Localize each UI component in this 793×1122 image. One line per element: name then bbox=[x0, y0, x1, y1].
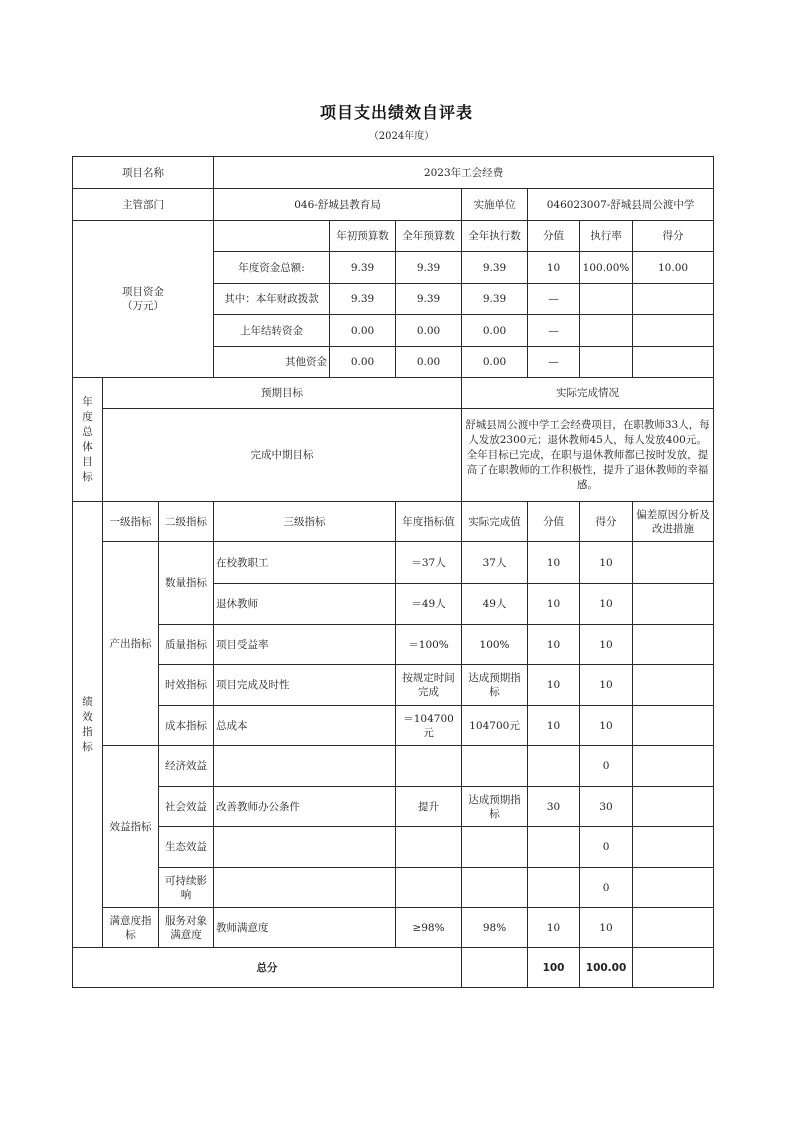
funds-annual: 0.00 bbox=[396, 347, 462, 378]
expected-goal-header: 预期目标 bbox=[103, 378, 462, 409]
indicator-row bbox=[73, 542, 714, 584]
implementing-unit-value: 046023007-舒城县周公渡中学 bbox=[528, 189, 714, 221]
indicator-score: 10 bbox=[580, 665, 633, 706]
funds-initial: 0.00 bbox=[330, 315, 396, 347]
funds-row-label: 上年结转资金 bbox=[214, 315, 330, 347]
funds-executed: 0.00 bbox=[462, 347, 528, 378]
funds-header-score-value: 分值 bbox=[528, 221, 580, 252]
funds-score-value: 10 bbox=[528, 252, 580, 284]
label-char: 年 bbox=[82, 395, 93, 408]
indicator-level2: 质量指标 bbox=[159, 625, 214, 665]
indicator-target: 按规定时间完成 bbox=[396, 665, 462, 706]
indicator-deviation bbox=[633, 827, 714, 868]
indicator-score: 0 bbox=[580, 868, 633, 908]
funds-row-label: 其他资金 bbox=[214, 347, 330, 378]
total-label: 总分 bbox=[73, 948, 462, 988]
indicator-level2: 时效指标 bbox=[159, 665, 214, 706]
funds-row-label: 其中：本年财政拨款 bbox=[214, 284, 330, 315]
indicator-level2: 生态效益 bbox=[159, 827, 214, 868]
indicator-score-value bbox=[528, 868, 580, 908]
total-score-value: 100 bbox=[528, 948, 580, 988]
indicator-score-value: 10 bbox=[528, 625, 580, 665]
funds-initial: 9.39 bbox=[330, 252, 396, 284]
funds-score bbox=[633, 315, 714, 347]
indicator-score-value: 10 bbox=[528, 665, 580, 706]
department-label: 主管部门 bbox=[73, 189, 214, 221]
indicator-score-value bbox=[528, 827, 580, 868]
funds-label-line1: 项目资金 bbox=[122, 286, 165, 298]
funds-executed: 0.00 bbox=[462, 315, 528, 347]
goals-content-row bbox=[73, 409, 714, 502]
indicator-actual: 达成预期指标 bbox=[462, 787, 528, 827]
indicator-level3 bbox=[214, 868, 396, 908]
indicator-target bbox=[396, 827, 462, 868]
implementing-unit-label: 实施单位 bbox=[462, 189, 528, 221]
indicators-header-row bbox=[73, 502, 714, 542]
funds-executed: 9.39 bbox=[462, 252, 528, 284]
funds-header-score: 得分 bbox=[633, 221, 714, 252]
output-indicator-label: 产出指标 bbox=[103, 542, 159, 746]
funds-executed: 9.39 bbox=[462, 284, 528, 315]
indicator-row bbox=[73, 746, 714, 787]
funds-header-row bbox=[73, 221, 714, 252]
indicator-deviation bbox=[633, 787, 714, 827]
header-score: 得分 bbox=[580, 502, 633, 542]
indicator-deviation bbox=[633, 625, 714, 665]
funds-annual: 9.39 bbox=[396, 284, 462, 315]
indicator-score: 10 bbox=[580, 908, 633, 948]
label-char: 目 bbox=[82, 455, 93, 468]
funds-row-label: 年度资金总额: bbox=[214, 252, 330, 284]
indicator-level3 bbox=[214, 827, 396, 868]
header-score-value: 分值 bbox=[528, 502, 580, 542]
benefit-indicator-label: 效益指标 bbox=[103, 746, 159, 908]
funds-header-blank bbox=[214, 221, 330, 252]
funds-rate bbox=[580, 347, 633, 378]
department-value: 046-舒城县教育局 bbox=[214, 189, 462, 221]
indicator-deviation bbox=[633, 665, 714, 706]
indicator-actual: 37人 bbox=[462, 542, 528, 584]
indicator-row bbox=[73, 625, 714, 665]
funds-score: 10.00 bbox=[633, 252, 714, 284]
header-level1: 一级指标 bbox=[103, 502, 159, 542]
project-name-value: 2023年工会经费 bbox=[214, 157, 714, 189]
indicator-score-value: 10 bbox=[528, 542, 580, 584]
indicator-actual: 98% bbox=[462, 908, 528, 948]
indicator-level3: 退休教师 bbox=[214, 584, 396, 625]
indicator-target: 提升 bbox=[396, 787, 462, 827]
label-char: 效 bbox=[82, 710, 93, 723]
performance-self-evaluation-table bbox=[72, 156, 714, 988]
total-blank bbox=[462, 948, 528, 988]
indicator-level3: 改善教师办公条件 bbox=[214, 787, 396, 827]
indicator-deviation bbox=[633, 908, 714, 948]
indicator-level2: 可持续影响 bbox=[159, 868, 214, 908]
indicator-row bbox=[73, 827, 714, 868]
header-level2: 二级指标 bbox=[159, 502, 214, 542]
funds-score bbox=[633, 284, 714, 315]
satisfaction-indicator-label: 满意度指标 bbox=[103, 908, 159, 948]
funds-score-value: — bbox=[528, 315, 580, 347]
project-name-row bbox=[73, 157, 714, 189]
label-char: 度 bbox=[82, 410, 93, 423]
label-char: 标 bbox=[82, 470, 93, 483]
indicator-score: 10 bbox=[580, 584, 633, 625]
indicator-deviation bbox=[633, 584, 714, 625]
header-deviation: 偏差原因分析及改进措施 bbox=[633, 502, 714, 542]
indicator-actual: 104700元 bbox=[462, 706, 528, 746]
indicator-target bbox=[396, 746, 462, 787]
funds-header-executed: 全年执行数 bbox=[462, 221, 528, 252]
indicator-level3: 在校教职工 bbox=[214, 542, 396, 584]
actual-completion-header: 实际完成情况 bbox=[462, 378, 714, 409]
label-char: 指 bbox=[82, 725, 93, 738]
indicator-level2: 社会效益 bbox=[159, 787, 214, 827]
indicator-level3 bbox=[214, 746, 396, 787]
indicator-deviation bbox=[633, 868, 714, 908]
indicator-score-value: 30 bbox=[528, 787, 580, 827]
header-level3: 三级指标 bbox=[214, 502, 396, 542]
indicator-score: 10 bbox=[580, 706, 633, 746]
indicator-level2: 数量指标 bbox=[159, 542, 214, 625]
indicator-score: 10 bbox=[580, 542, 633, 584]
funds-initial: 0.00 bbox=[330, 347, 396, 378]
funds-rate: 100.00% bbox=[580, 252, 633, 284]
funds-rate bbox=[580, 284, 633, 315]
indicator-actual bbox=[462, 868, 528, 908]
indicator-target bbox=[396, 868, 462, 908]
indicator-deviation bbox=[633, 746, 714, 787]
indicator-level2: 经济效益 bbox=[159, 746, 214, 787]
page-subtitle: （2024年度） bbox=[368, 131, 435, 142]
indicator-deviation bbox=[633, 542, 714, 584]
label-char: 标 bbox=[82, 740, 93, 753]
annual-goals-label bbox=[73, 378, 103, 502]
department-row bbox=[73, 189, 714, 221]
indicator-score-value: 10 bbox=[528, 706, 580, 746]
page-title: 项目支出绩效自评表 bbox=[319, 103, 473, 122]
indicator-level2: 服务对象满意度 bbox=[159, 908, 214, 948]
indicator-row bbox=[73, 908, 714, 948]
total-score: 100.00 bbox=[580, 948, 633, 988]
header-actual-value: 实际完成值 bbox=[462, 502, 528, 542]
indicator-score-value bbox=[528, 746, 580, 787]
indicator-row bbox=[73, 868, 714, 908]
indicator-target: ＝104700元 bbox=[396, 706, 462, 746]
funds-label-line2: （万元） bbox=[122, 300, 165, 312]
indicator-score: 0 bbox=[580, 746, 633, 787]
label-char: 总 bbox=[82, 425, 93, 438]
indicator-score: 0 bbox=[580, 827, 633, 868]
project-name-label: 项目名称 bbox=[73, 157, 214, 189]
indicator-score: 10 bbox=[580, 625, 633, 665]
funds-header-rate: 执行率 bbox=[580, 221, 633, 252]
indicator-level2: 成本指标 bbox=[159, 706, 214, 746]
indicator-row bbox=[73, 665, 714, 706]
indicator-level3: 总成本 bbox=[214, 706, 396, 746]
funds-rate bbox=[580, 315, 633, 347]
indicator-row bbox=[73, 787, 714, 827]
performance-indicators-label bbox=[73, 502, 103, 948]
expected-goal-value: 完成中期目标 bbox=[103, 409, 462, 502]
indicator-score: 30 bbox=[580, 787, 633, 827]
funds-score-value: — bbox=[528, 284, 580, 315]
header-annual-target: 年度指标值 bbox=[396, 502, 462, 542]
funds-score bbox=[633, 347, 714, 378]
indicator-target: ＝100% bbox=[396, 625, 462, 665]
indicator-level3: 项目受益率 bbox=[214, 625, 396, 665]
actual-completion-value: 舒城县周公渡中学工会经费项目，在职教师33人，每人发放2300元；退休教师45人，每人发放400元。全年目标已完成，在职与退休教师都已按时发放，提高了在职教师的工作积极性，提升了退休教师的幸福感。 bbox=[462, 409, 714, 502]
indicator-score-value: 10 bbox=[528, 584, 580, 625]
indicator-target: ＝49人 bbox=[396, 584, 462, 625]
funds-initial: 9.39 bbox=[330, 284, 396, 315]
goals-header-row bbox=[73, 378, 714, 409]
label-char: 体 bbox=[82, 440, 93, 453]
funds-annual: 0.00 bbox=[396, 315, 462, 347]
indicator-target: ≥98% bbox=[396, 908, 462, 948]
indicator-level3: 教师满意度 bbox=[214, 908, 396, 948]
funds-header-initial: 年初预算数 bbox=[330, 221, 396, 252]
indicator-row bbox=[73, 706, 714, 746]
indicator-actual: 100% bbox=[462, 625, 528, 665]
funds-score-value: — bbox=[528, 347, 580, 378]
funds-annual: 9.39 bbox=[396, 252, 462, 284]
indicator-score-value: 10 bbox=[528, 908, 580, 948]
indicator-target: ＝37人 bbox=[396, 542, 462, 584]
indicator-actual: 达成预期指标 bbox=[462, 665, 528, 706]
indicator-level3: 项目完成及时性 bbox=[214, 665, 396, 706]
indicator-deviation bbox=[633, 706, 714, 746]
funds-header-annual: 全年预算数 bbox=[396, 221, 462, 252]
total-deviation bbox=[633, 948, 714, 988]
total-row bbox=[73, 948, 714, 988]
indicator-actual bbox=[462, 827, 528, 868]
label-char: 绩 bbox=[82, 695, 93, 708]
funds-label bbox=[73, 221, 214, 378]
indicator-actual bbox=[462, 746, 528, 787]
indicator-actual: 49人 bbox=[462, 584, 528, 625]
